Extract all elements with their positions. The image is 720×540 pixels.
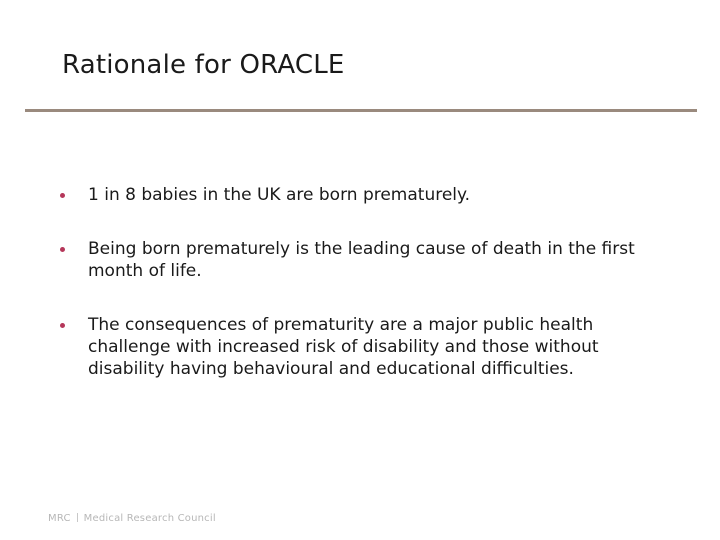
bullet-item — [60, 184, 660, 206]
logo-divider — [77, 513, 78, 522]
bullet-text: Being born prematurely is the leading cause of death in the first month of life. — [88, 239, 635, 281]
bullet-icon — [60, 323, 65, 328]
bullet-item — [60, 238, 660, 282]
title-divider — [25, 109, 697, 112]
mrc-logo — [48, 513, 216, 524]
bullet-list — [60, 184, 660, 380]
bullet-item — [60, 314, 660, 380]
logo-name: Medical Research Council — [83, 513, 216, 524]
bullet-text: 1 in 8 babies in the UK are born prematurely. — [88, 185, 471, 205]
bullet-icon — [60, 247, 65, 252]
slide-title: Rationale for ORACLE — [62, 50, 345, 80]
logo-abbreviation: MRC — [48, 513, 71, 524]
bullet-text: The consequences of prematurity are a major public health challenge with increased risk of disability and those without disability having behavioural and educational difficulties. — [88, 315, 599, 379]
bullet-icon — [60, 193, 65, 198]
